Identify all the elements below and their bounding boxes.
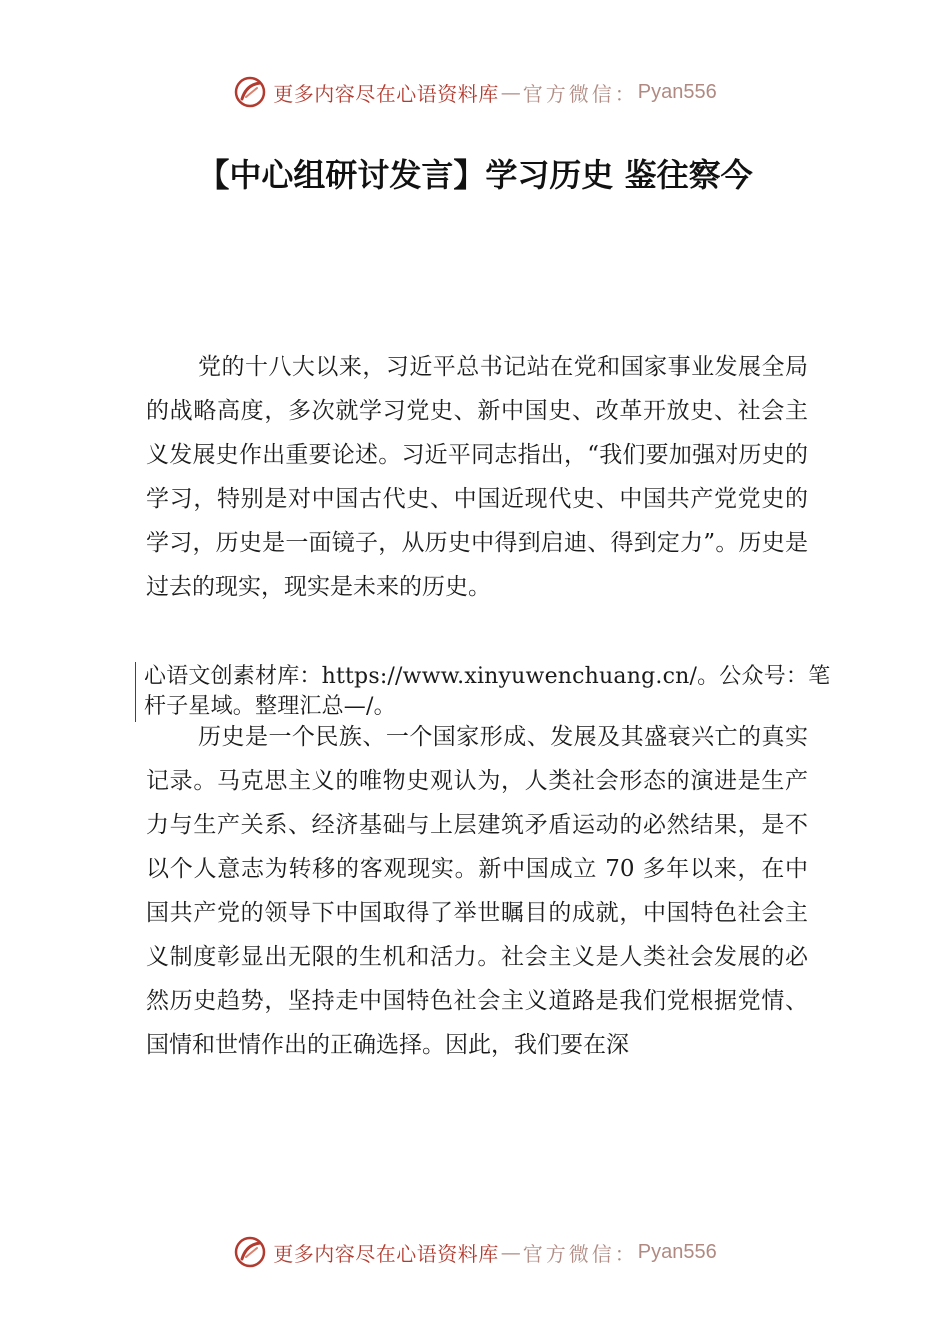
paragraph-2: 历史是一个民族、一个国家形成、发展及其盛衰兴亡的真实记录。马克思主义的唯物史观认为，人类社会形态的演进是生产力与生产关系、经济基础与上层建筑矛盾运动的必然结果，是不以个人意志为转移的客观现实。新中国成立 70 多年以来，在中国共产党的领导下中国取得了举世瞩目的成就，中国特色社会主义制度彰显出无限的生机和活力。社会主义是人类社会发展的必然历史趋势，坚持走中国特色社会主义道路是我们党根据党情、国情和世情作出的正确选择。因此，我们要在深: [146, 724, 808, 1058]
banner-wechat-id: Pyan556: [637, 80, 717, 103]
header-banner: [0, 74, 950, 110]
banner-separator: —: [500, 80, 521, 104]
banner-brand-text: 更多内容尽在心语资料库: [273, 1241, 499, 1266]
brand-logo-icon: [233, 75, 267, 109]
source-note: 心语文创素材库：https://www.xinyuwenchuang.cn/。公众号：笔杆子星域。整理汇总—/。: [135, 662, 834, 722]
banner-wechat-label: 官方微信：: [522, 81, 638, 106]
brand-logo-icon: [233, 1235, 267, 1269]
banner-wechat-id: Pyan556: [637, 1240, 717, 1263]
banner-wechat-label: 官方微信：: [522, 1241, 638, 1266]
document-title: 【中心组研讨发言】学习历史 鉴往察今: [197, 156, 753, 194]
paragraph-1: 党的十八大以来，习近平总书记站在党和国家事业发展全局的战略高度，多次就学习党史、新中国史、改革开放史、社会主义发展史作出重要论述。习近平同志指出，“我们要加强对历史的学习，特别是对中国古代史、中国近现代史、中国共产党党史的学习，历史是一面镜子，从历史中得到启迪、得到定力”。历史是过去的现实，现实是未来的历史。: [146, 354, 808, 600]
banner-separator: —: [500, 1240, 521, 1264]
footer-banner: [0, 1234, 950, 1270]
banner-brand-text: 更多内容尽在心语资料库: [273, 81, 499, 106]
